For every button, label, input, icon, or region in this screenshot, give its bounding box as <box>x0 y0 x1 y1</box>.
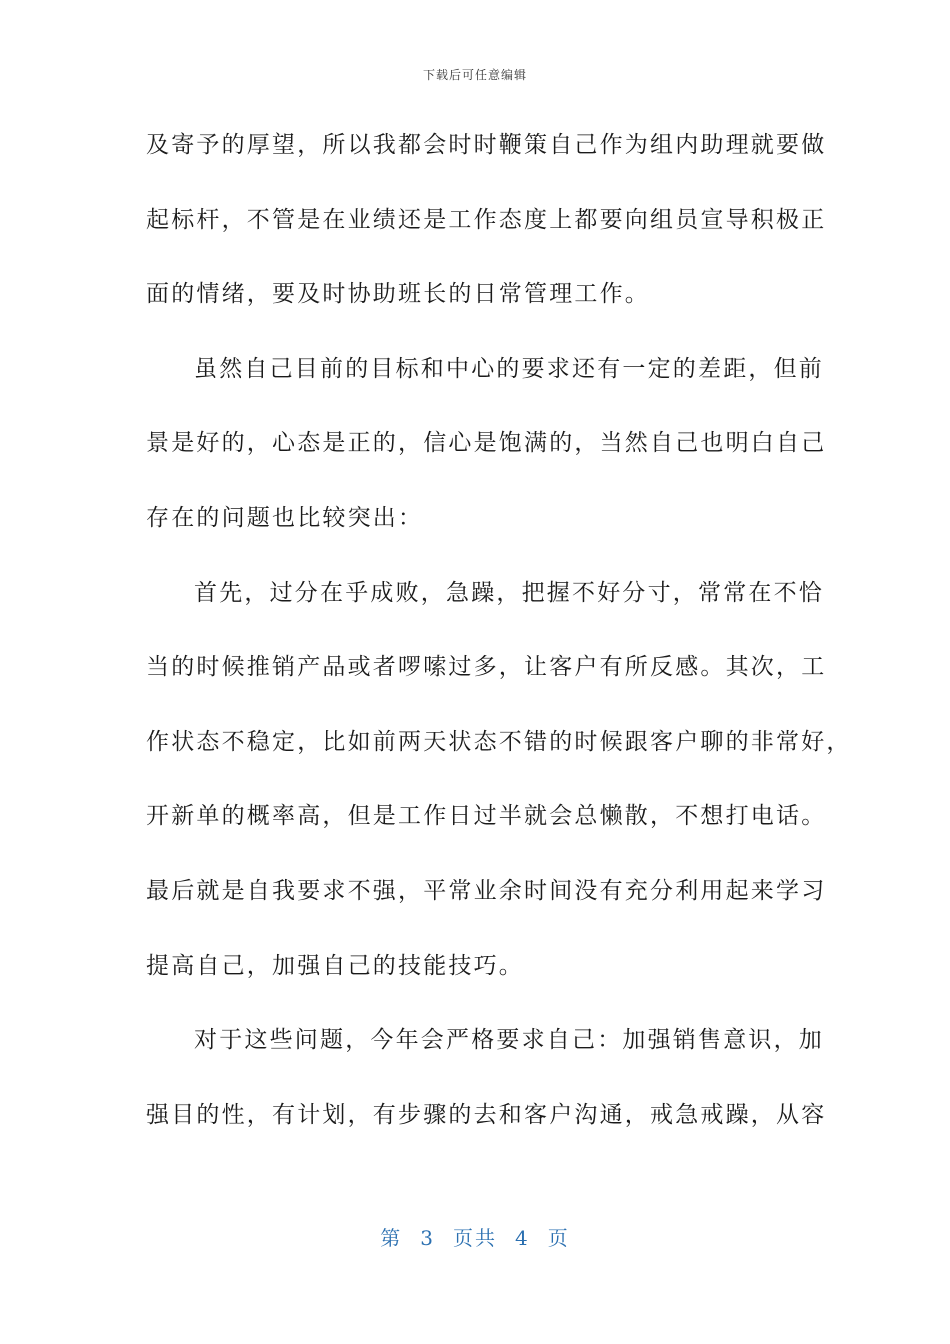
document-body <box>146 108 852 1152</box>
paragraph-line: 景是好的，心态是正的，信心是饱满的，当然自己也明白自己 <box>146 430 827 457</box>
header-note: 下载后可任意编辑 <box>422 68 527 82</box>
page-footer <box>0 1222 950 1251</box>
paragraph-line: 作状态不稳定，比如前两天状态不错的时候跟客户聊的非常好， <box>146 728 852 755</box>
paragraph-line: 面的情绪，要及时协助班长的日常管理工作。 <box>146 281 650 308</box>
paragraph-line: 对于这些问题，今年会严格要求自己：加强销售意识，加 <box>194 1027 824 1054</box>
paragraph-line: 及寄予的厚望，所以我都会时时鞭策自己作为组内助理就要做 <box>146 132 827 158</box>
paragraph-line: 当的时候推销产品或者啰嗦过多，让客户有所反感。其次，工 <box>146 654 827 681</box>
current-page-number: 3 <box>420 1226 435 1250</box>
footer-middle: 页共 <box>453 1226 497 1250</box>
paragraph-line: 存在的问题也比较突出： <box>146 504 424 531</box>
paragraph-line: 虽然自己目前的目标和中心的要求还有一定的差距，但前 <box>194 355 824 382</box>
paragraph-line: 最后就是自我要求不强，平常业余时间没有充分利用起来学习 <box>146 877 827 904</box>
total-pages-number: 4 <box>515 1226 530 1250</box>
footer-prefix: 第 <box>380 1226 403 1250</box>
paragraph-line: 首先，过分在乎成败，急躁，把握不好分寸，常常在不恰 <box>194 579 824 606</box>
paragraph-line: 提高自己，加强自己的技能技巧。 <box>146 952 524 979</box>
footer-suffix: 页 <box>547 1226 570 1250</box>
paragraph-line: 强目的性，有计划，有步骤的去和客户沟通，戒急戒躁，从容 <box>146 1101 827 1128</box>
paragraph-line: 起标杆，不管是在业绩还是工作态度上都要向组员宣导积极正 <box>146 206 827 233</box>
paragraph-line: 开新单的概率高，但是工作日过半就会总懒散，不想打电话。 <box>146 803 827 830</box>
